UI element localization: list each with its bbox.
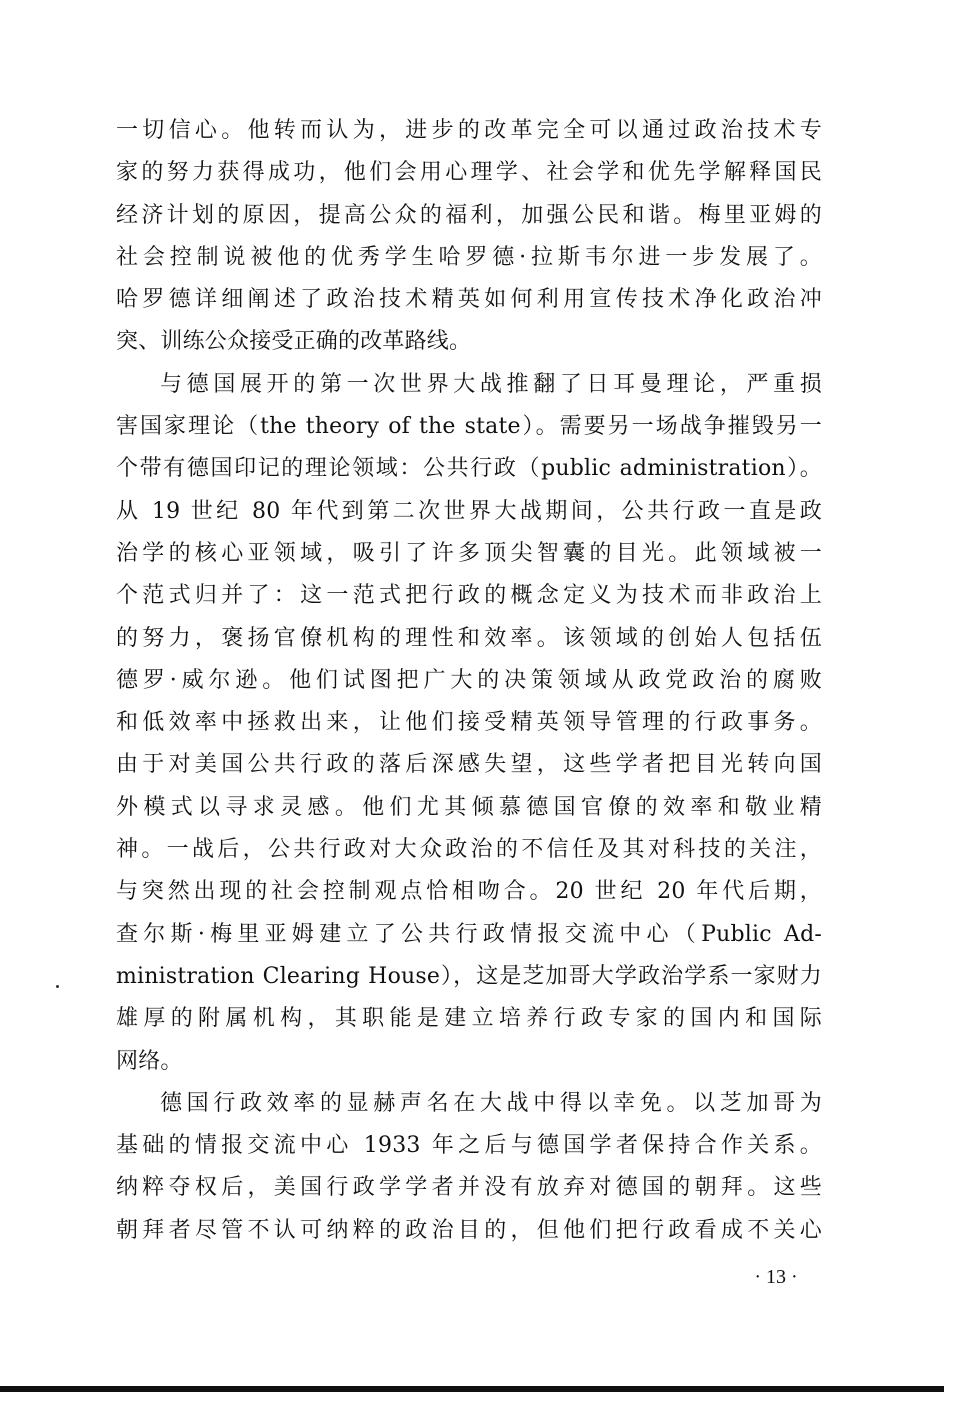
text-line: 由于对美国公共行政的落后深感失望，这些学者把目光转向国 — [116, 752, 822, 778]
text-line: 个带有德国印记的理论领域：公共行政（public administration）。 — [116, 456, 822, 482]
text-line: 害国家理论（the theory of the state）。需要另一场战争摧毁另一 — [116, 414, 822, 440]
text-line: 从 19 世纪 80 年代到第二次世界大战期间，公共行政一直是政 — [116, 498, 822, 524]
page-number: · 13 · — [754, 1266, 798, 1288]
text-line: 与德国展开的第一次世界大战推翻了日耳曼理论，严重损 — [160, 371, 822, 397]
text-line: 朝拜者尽管不认可纳粹的政治目的，但他们把行政看成不关心 — [116, 1217, 822, 1243]
text-line: 家的努力获得成功，他们会用心理学、社会学和优先学解释国民 — [116, 160, 822, 186]
text-line: 外模式以寻求灵感。他们尤其倾慕德国官僚的效率和敬业精 — [116, 794, 822, 820]
text-line: 经济计划的原因，提高公众的福利，加强公民和谐。梅里亚姆的 — [116, 202, 822, 228]
text-line: 基础的情报交流中心 1933 年之后与德国学者保持合作关系。 — [116, 1133, 822, 1159]
body-text — [116, 110, 822, 1252]
text-line: 神。一战后，公共行政对大众政治的不信任及其对科技的关注， — [116, 837, 822, 863]
text-line: 一切信心。他转而认为，进步的改革完全可以通过政治技术专 — [116, 118, 822, 143]
text-line: 德国行政效率的显赫声名在大战中得以幸免。以芝加哥为 — [160, 1090, 822, 1116]
text-line: 德罗·威尔逊。他们试图把广大的决策领域从政党政治的腐败 — [116, 667, 822, 693]
text-line: ministration Clearing House），这是芝加哥大学政治学系一家财力 — [116, 963, 822, 989]
text-line: 查尔斯·梅里亚姆建立了公共行政情报交流中心（Public Ad- — [116, 921, 822, 947]
margin-mark — [56, 985, 59, 988]
text-line: 纳粹夺权后，美国行政学学者并没有放弃对德国的朝拜。这些 — [116, 1175, 822, 1201]
text-line: 网络。 — [116, 1048, 183, 1074]
text-line: 治学的核心亚领域，吸引了许多顶尖智囊的目光。此领域被一 — [116, 540, 822, 566]
text-line: 突、训练公众接受正确的改革路线。 — [116, 329, 472, 355]
text-line: 雄厚的附属机构，其职能是建立培养行政专家的国内和国际 — [116, 1006, 822, 1032]
text-line: 哈罗德详细阐述了政治技术精英如何利用宣传技术净化政治冲 — [116, 287, 822, 313]
bottom-rule — [0, 1386, 944, 1392]
text-line: 个范式归并了：这一范式把行政的概念定义为技术而非政治上 — [116, 583, 822, 609]
text-line: 社会控制说被他的优秀学生哈罗德·拉斯韦尔进一步发展了。 — [116, 244, 822, 270]
text-line: 与突然出现的社会控制观点恰相吻合。20 世纪 20 年代后期， — [116, 879, 822, 905]
text-line: 和低效率中拯救出来，让他们接受精英领导管理的行政事务。 — [116, 710, 822, 736]
text-line: 的努力，褒扬官僚机构的理性和效率。该领域的创始人包括伍 — [116, 625, 822, 651]
